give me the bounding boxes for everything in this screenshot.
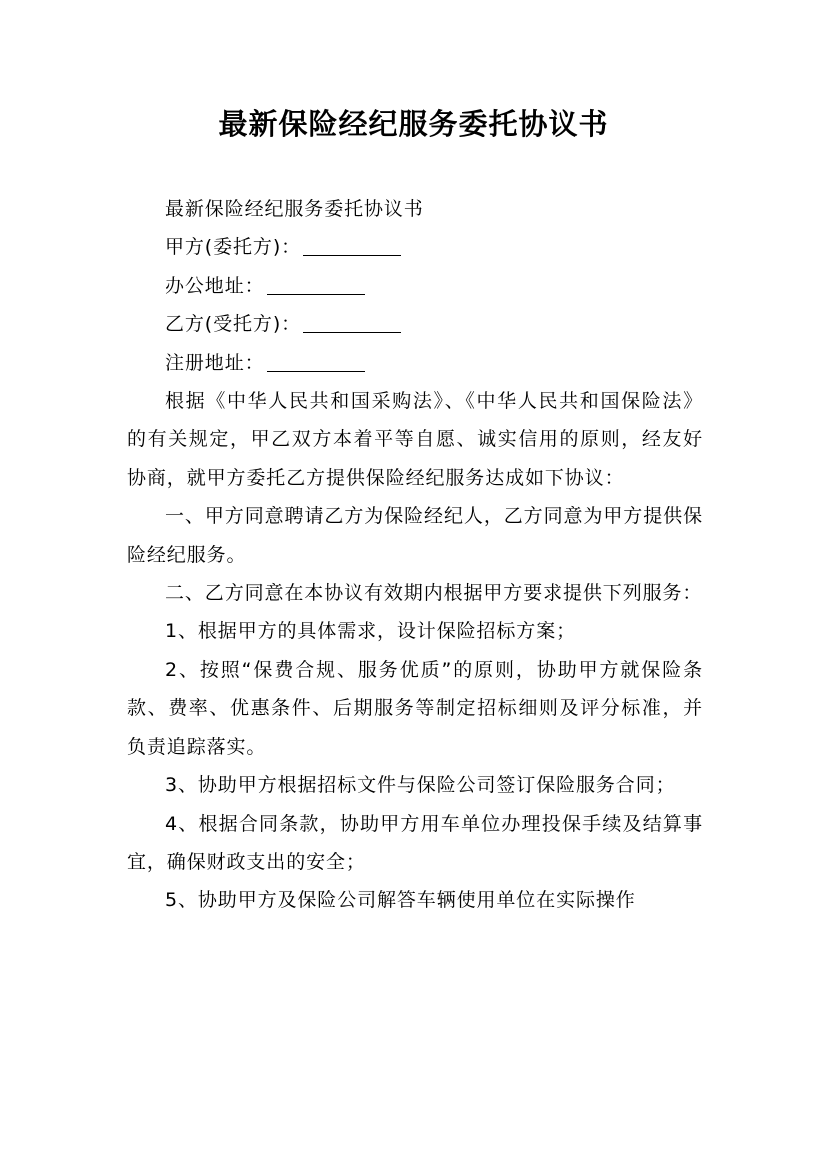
party-b-field: [127, 305, 703, 343]
clause-2-paragraph: 二、乙方同意在本协议有效期内根据甲方要求提供下列服务：: [165, 582, 703, 605]
registered-address-blank: [267, 370, 365, 372]
registered-address-field: [127, 344, 703, 382]
service-item-1: 1、根据甲方的具体需求，设计保险招标方案；: [165, 620, 576, 643]
document-title: 最新保险经纪服务委托协议书: [218, 107, 609, 141]
service-item-5: 5、协助甲方及保险公司解答车辆使用单位在实际操作: [165, 889, 636, 912]
intro-paragraph: 根据《中华人民共和国采购法》、《中华人民共和国保险法》的有关规定，甲乙双方本着平等自愿、诚实信用的原则，经友好协商，就甲方委托乙方提供保险经纪服务达成如下协议：: [127, 390, 703, 489]
service-item-4: 4、根据合同条款，协助甲方用车单位办理投保手续及结算事宜，确保财政支出的安全；: [127, 812, 703, 873]
party-a-label: 甲方(委托方)：: [165, 236, 302, 259]
service-item-2: 2、按照“保费合规、服务优质”的原则，协助甲方就保险条款、费率、优惠条件、后期服务等制定招标细则及评分标准，并负责追踪落实。: [127, 658, 703, 758]
party-b-label: 乙方(受托方)：: [165, 313, 302, 336]
party-b-blank: [303, 331, 401, 333]
office-address-blank: [267, 293, 365, 295]
party-a-blank: [303, 254, 401, 256]
subtitle-line: 最新保险经纪服务委托协议书: [165, 198, 424, 220]
service-item-3: 3、协助甲方根据招标文件与保险公司签订保险服务合同；: [165, 774, 676, 797]
registered-address-label: 注册地址：: [165, 351, 265, 374]
document-body: [127, 190, 703, 920]
office-address-label: 办公地址：: [165, 274, 265, 297]
clause-1-paragraph: 一、甲方同意聘请乙方为保险经纪人，乙方同意为甲方提供保险经纪服务。: [127, 505, 703, 566]
party-a-field: [127, 228, 703, 266]
office-address-field: [127, 267, 703, 305]
